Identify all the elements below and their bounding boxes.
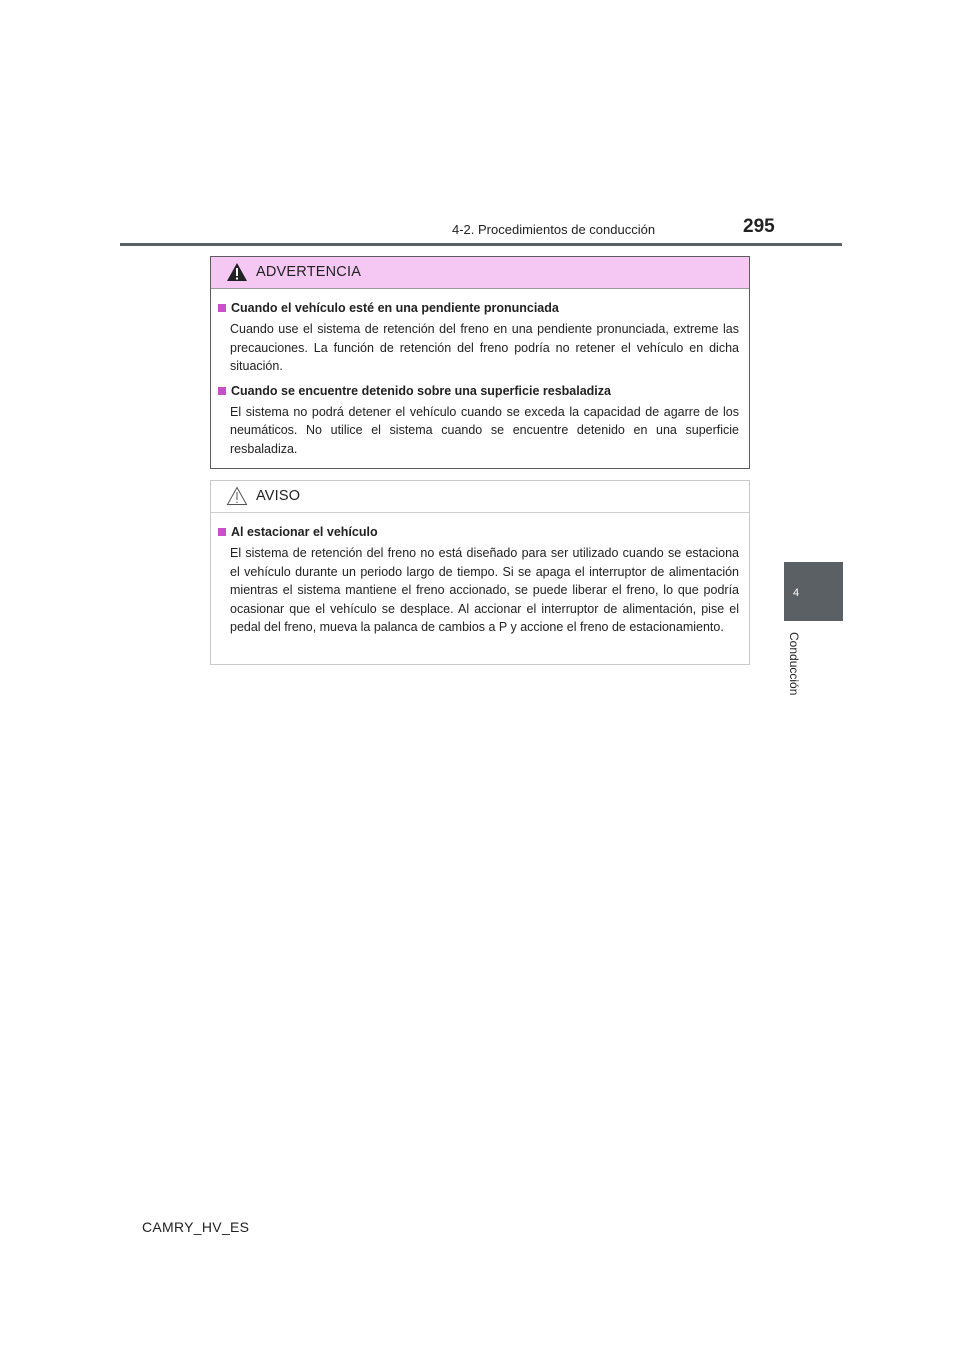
warning-item-text: El sistema no podrá detener el vehículo cuando se exceda la capacidad de agarre de los neumáticos. No utilice el sistema cuando se encuentre detenido en una superficie resbaladiza.	[230, 404, 739, 456]
notice-title: AVISO	[256, 488, 301, 504]
chapter-tab	[784, 562, 843, 621]
chapter-label: Conducción	[787, 632, 801, 696]
square-bullet-icon	[218, 304, 226, 312]
square-bullet-icon	[218, 528, 226, 536]
chapter-number: 4	[792, 587, 800, 599]
caution-triangle-icon	[226, 486, 248, 506]
header-rule	[120, 243, 842, 246]
warning-item-title: Cuando se encuentre detenido sobre una superficie resbaladiza	[231, 383, 611, 398]
warning-item-text: Cuando use el sistema de retención del freno en una pendiente pronunciada, extreme las precauciones. La función de retención del freno podría no retener el vehículo en dicha situación.	[230, 322, 739, 373]
warning-item	[218, 299, 739, 376]
model-code: CAMRY_HV_ES	[142, 1219, 250, 1235]
notice-item	[218, 523, 739, 637]
page-number: 295	[743, 216, 775, 237]
notice-header	[211, 481, 749, 513]
warning-title: ADVERTENCIA	[256, 264, 362, 280]
square-bullet-icon	[218, 387, 226, 395]
warning-box	[210, 256, 750, 469]
warning-item-title: Cuando el vehículo esté en una pendiente pronunciada	[231, 301, 559, 315]
section-title: 4-2. Procedimientos de conducción	[452, 222, 656, 237]
warning-header	[211, 257, 749, 289]
notice-item-text: El sistema de retención del freno no está diseñado para ser utilizado cuando se estaciona el vehículo durante un periodo largo de tiempo. Si se apaga el interruptor de alimentación mientras el sistema mantiene el freno accionado, se puede liberar el freno, lo que podría ocasionar que el vehículo se desplace. Al accionar el interruptor de alimentación, pise el pedal del freno, mueva la palanca de cambios a P y accione el freno de estacionamiento.	[230, 546, 739, 634]
warning-triangle-icon	[226, 262, 248, 282]
notice-item-title: Al estacionar el vehículo	[231, 525, 378, 539]
warning-item	[218, 382, 739, 459]
notice-box	[210, 480, 750, 665]
